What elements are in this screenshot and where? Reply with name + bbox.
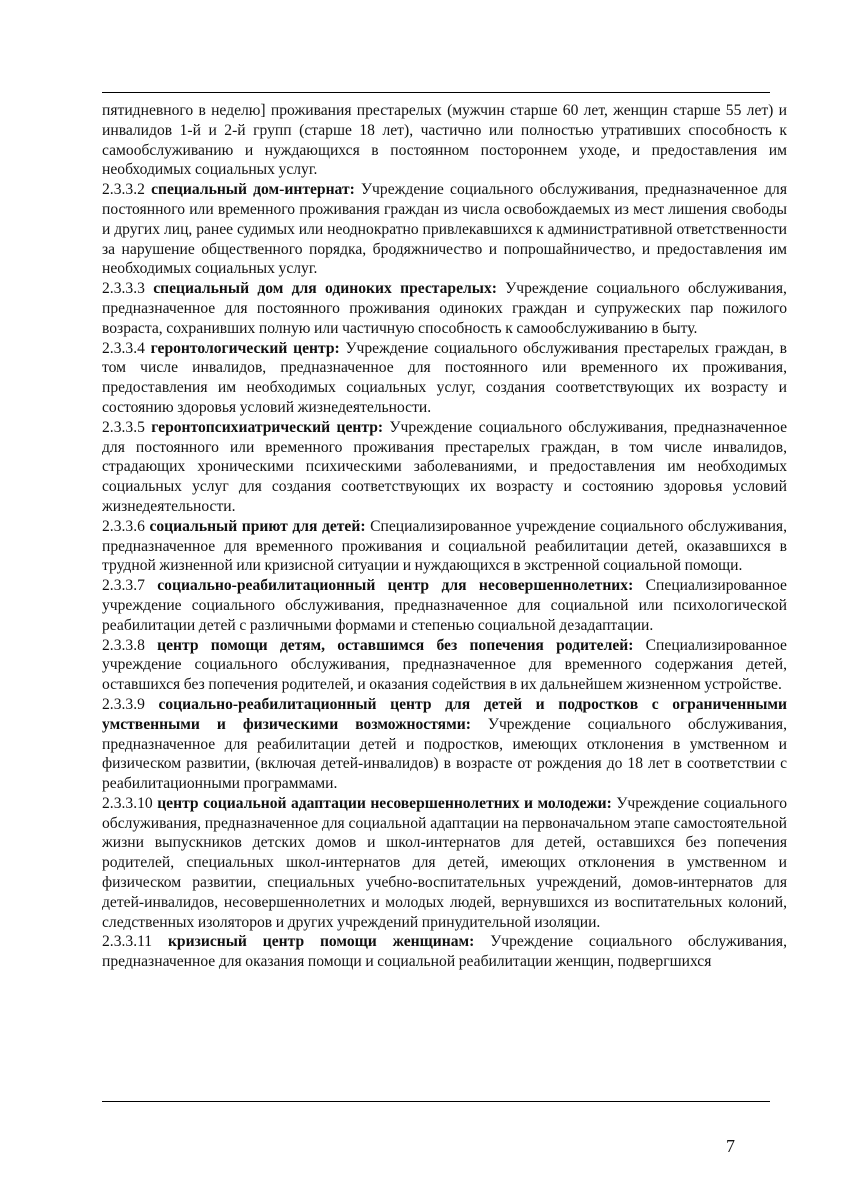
entry-number: 2.3.3.2 — [102, 181, 145, 199]
top-rule — [102, 92, 770, 93]
entry-term: социально-реабилитационный центр для несовершеннолетних: — [157, 577, 634, 595]
definition-entry — [102, 517, 787, 576]
page-body — [102, 101, 787, 972]
entry-number: 2.3.3.10 — [102, 794, 153, 812]
definition-entry — [102, 932, 787, 972]
entry-number: 2.3.3.11 — [102, 933, 153, 951]
entry-text: Учреждение социального обслуживания, предназначенное для оказания помощи и социальной реабилитации женщин, подвергшихся — [102, 933, 787, 971]
entry-text: Учреждение социального обслуживания, предназначенное для постоянного проживания одиноких граждан и супружеских пар пожилого возраста, сохранивших полную или частичную способность к самообслуживанию в быту. — [102, 280, 787, 337]
entry-text: Специализированное учреждение социального обслуживания, предназначенное для временного проживания и социальной реабилитации детей, оказавшихся в трудной жизненной или кризисной ситуации и нуждающихся в экстренной социальной помощи. — [102, 517, 787, 575]
entry-term: социальный приют для детей: — [149, 517, 366, 535]
entry-term: геронтологический центр: — [150, 339, 340, 357]
entry-term: социально-реабилитационный центр для детей и подростков с ограниченными умственными и физическими возможностями: — [102, 695, 787, 733]
entry-text: Учреждение социального обслуживания, предназначенное для социальной адаптации на первоначальном этапе самостоятельной жизни выпускников детских домов и школ-интернатов для детей, оставшихся без попечения родителей, специальных школ-интернатов для детей, имеющих отклонения в умственном и физическом развитии, специальных учебно-воспитательных учреждений, домов-интернатов для детей-инвалидов, несовершеннолетних и молодых людей, вернувшихся из воспитательных колоний, следственных изоляторов и других учреждений принудительной изоляции. — [102, 794, 787, 931]
entry-number: 2.3.3.3 — [102, 280, 145, 298]
entry-number: 2.3.3.4 — [102, 339, 145, 357]
entry-term: центр помощи детям, оставшимся без попечения родителей: — [157, 636, 634, 654]
definition-entry — [102, 418, 787, 517]
definition-entry — [102, 279, 787, 338]
definition-entry — [102, 695, 787, 794]
entry-number: 2.3.3.9 — [102, 695, 145, 713]
entry-text: Специализированное учреждение социального обслуживания, предназначенное для временного содержания детей, оставшихся без попечения родителей, и оказания содействия в их дальнейшем жизненном устройстве. — [102, 636, 787, 694]
definition-entry — [102, 576, 787, 635]
entry-number: 2.3.3.5 — [102, 418, 145, 436]
bottom-rule — [102, 1101, 770, 1102]
entry-text: Специализированное учреждение социального обслуживания, предназначенное для социальной или психологической реабилитации детей с различными формами и степенью социальной дезадаптации. — [102, 577, 787, 634]
page-number: 7 — [726, 1136, 735, 1156]
definition-list — [102, 180, 787, 972]
definition-entry — [102, 339, 787, 418]
definition-entry — [102, 180, 787, 279]
entry-term: специальный дом для одиноких престарелых: — [153, 280, 497, 298]
entry-number: 2.3.3.6 — [102, 517, 145, 535]
entry-text: Учреждение социального обслуживания, предназначенное для постоянного или временного проживания престарелых граждан, в том числе инвалидов, страдающих хроническими психическими заболеваниями, и предоставления им необходимых социальных услуг для создания соответствующих их возрасту и состоянию здоровья условий жизнедеятельности. — [102, 418, 788, 515]
definition-entry — [102, 636, 787, 695]
intro-paragraph: пятидневного в неделю] проживания престарелых (мужчин старше 60 лет, женщин старше 55 лет) и инвалидов 1-й и 2-й групп (старше 18 лет), частично или полностью утративших способность к самообслуживанию и нуждающихся в постоянном постороннем уходе, и предоставления им необходимых социальных услуг. — [102, 102, 787, 179]
entry-number: 2.3.3.7 — [102, 577, 145, 595]
entry-number: 2.3.3.8 — [102, 636, 145, 654]
entry-term: кризисный центр помощи женщинам: — [167, 933, 475, 951]
entry-text: Учреждение социального обслуживания, предназначенное для постоянного или временного проживания граждан из числа освобождаемых из мест лишения свободы и других лиц, ранее судимых или неоднократно привлекавшихся к административной ответственности за нарушение общественного порядка, бродяжничество и попрошайничество, и предоставления им необходимых социальных услуг. — [102, 181, 788, 278]
entry-text: Учреждение социального обслуживания престарелых граждан, в том числе инвалидов, предназначенное для постоянного или временного их проживания, предоставления им необходимых социальных услуг, создания соответствующих их возрасту и состоянию здоровья условий жизнедеятельности. — [102, 339, 787, 416]
entry-text: Учреждение социального обслуживания, предназначенное для реабилитации детей и подростков, имеющих отклонения в умственном и физическом развитии, (включая детей-инвалидов) в возрасте от рождения до 18 лет в соответствии с реабилитационными программами. — [102, 715, 787, 793]
entry-term: специальный дом-интернат: — [151, 181, 355, 199]
entry-term: центр социальной адаптации несовершеннолетних и молодежи: — [157, 794, 612, 812]
entry-term: геронтопсихиатрический центр: — [151, 418, 384, 436]
definition-entry — [102, 794, 787, 933]
